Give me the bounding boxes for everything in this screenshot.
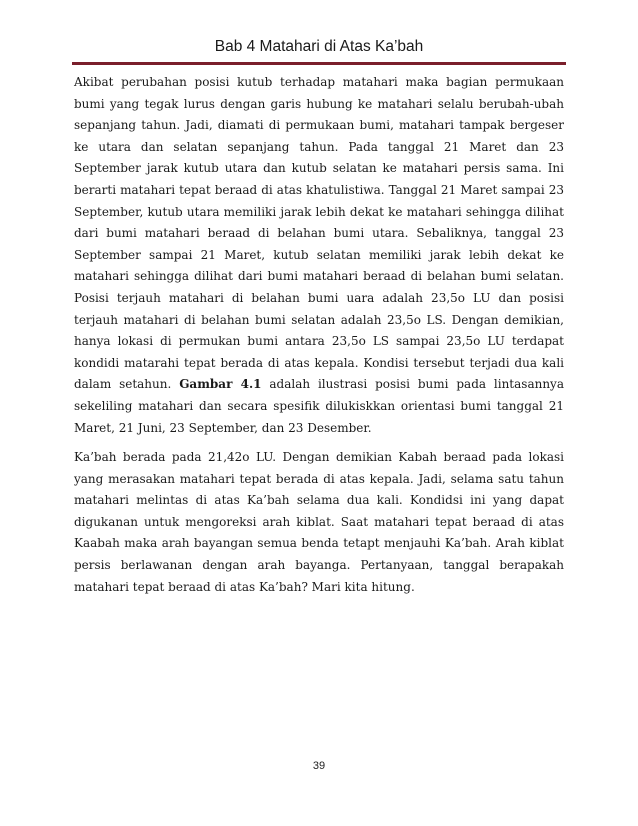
paragraph-1 bbox=[74, 72, 564, 439]
paragraph-1-text-after: adalah ilustrasi posisi bumi pada lintasannya sekeliling matahari dan secara spesifik dilukiskkan orientasi bumi tanggal 21 Maret, 21 Juni, 23 September, dan 23 Desember. bbox=[74, 377, 564, 435]
paragraph-2: Ka’bah berada pada 21,42o LU. Dengan demikian Kabah beraad pada lokasi yang merasakan matahari tepat berada di atas kepala. Jadi, selama satu tahun matahari melintas di atas Ka’bah selama dua kali. Kondidsi ini yang dapat digukanan untuk mengoreksi arah kiblat. Saat matahari tepat beraad di atas Kaabah maka arah bayangan semua benda tetapt menjauhi Ka’bah. Arah kiblat persis berlawanan dengan arah bayanga. Pertanyaan, tanggal berapakah matahari tepat beraad di atas Ka’bah? Mari kita hitung. bbox=[74, 450, 564, 594]
figure-reference: Gambar 4.1 bbox=[179, 377, 262, 392]
page-number: 39 bbox=[312, 760, 326, 772]
header-rule bbox=[72, 62, 566, 65]
body-text bbox=[74, 72, 564, 598]
paragraph-1-text-before: Akibat perubahan posisi kutub terhadap matahari maka bagian permukaan bumi yang tegak lurus dengan garis hubung ke matahari selalu berubah-ubah sepanjang tahun. Jadi, diamati di permukaan bumi, matahari tampak bergeser ke utara dan selatan sepanjang tahun. Pada tanggal 21 Maret dan 23 September jarak kutub utara dan kutub selatan ke matahari persis sama. Ini berarti matahari tepat beraad di atas khatulistiwa. Tanggal 21 Maret sampai 23 September, kutub utara memiliki jarak lebih dekat ke matahari sehingga dilihat dari bumi matahari beraad di belahan bumi utara. Sebaliknya, tanggal 23 September sampai 21 Maret, kutub selatan memiliki jarak lebih dekat ke matahari sehingga dilihat dari bumi matahari beraad di belahan bumi selatan. Posisi terjauh matahari di belahan bumi uara adalah 23,5o LU dan posisi terjauh matahari di belahan bumi selatan adalah 23,5o LS. Dengan demikian, hanya lokasi di permukan bumi antara 23,5o LS sampai 23,5o LU terdapat kondidi matarahi tepat berada di atas kepala. Kondisi tersebut terjadi dua kali dalam setahun. bbox=[74, 75, 564, 392]
running-header: Bab 4 Matahari di Atas Ka’bah bbox=[214, 38, 424, 55]
